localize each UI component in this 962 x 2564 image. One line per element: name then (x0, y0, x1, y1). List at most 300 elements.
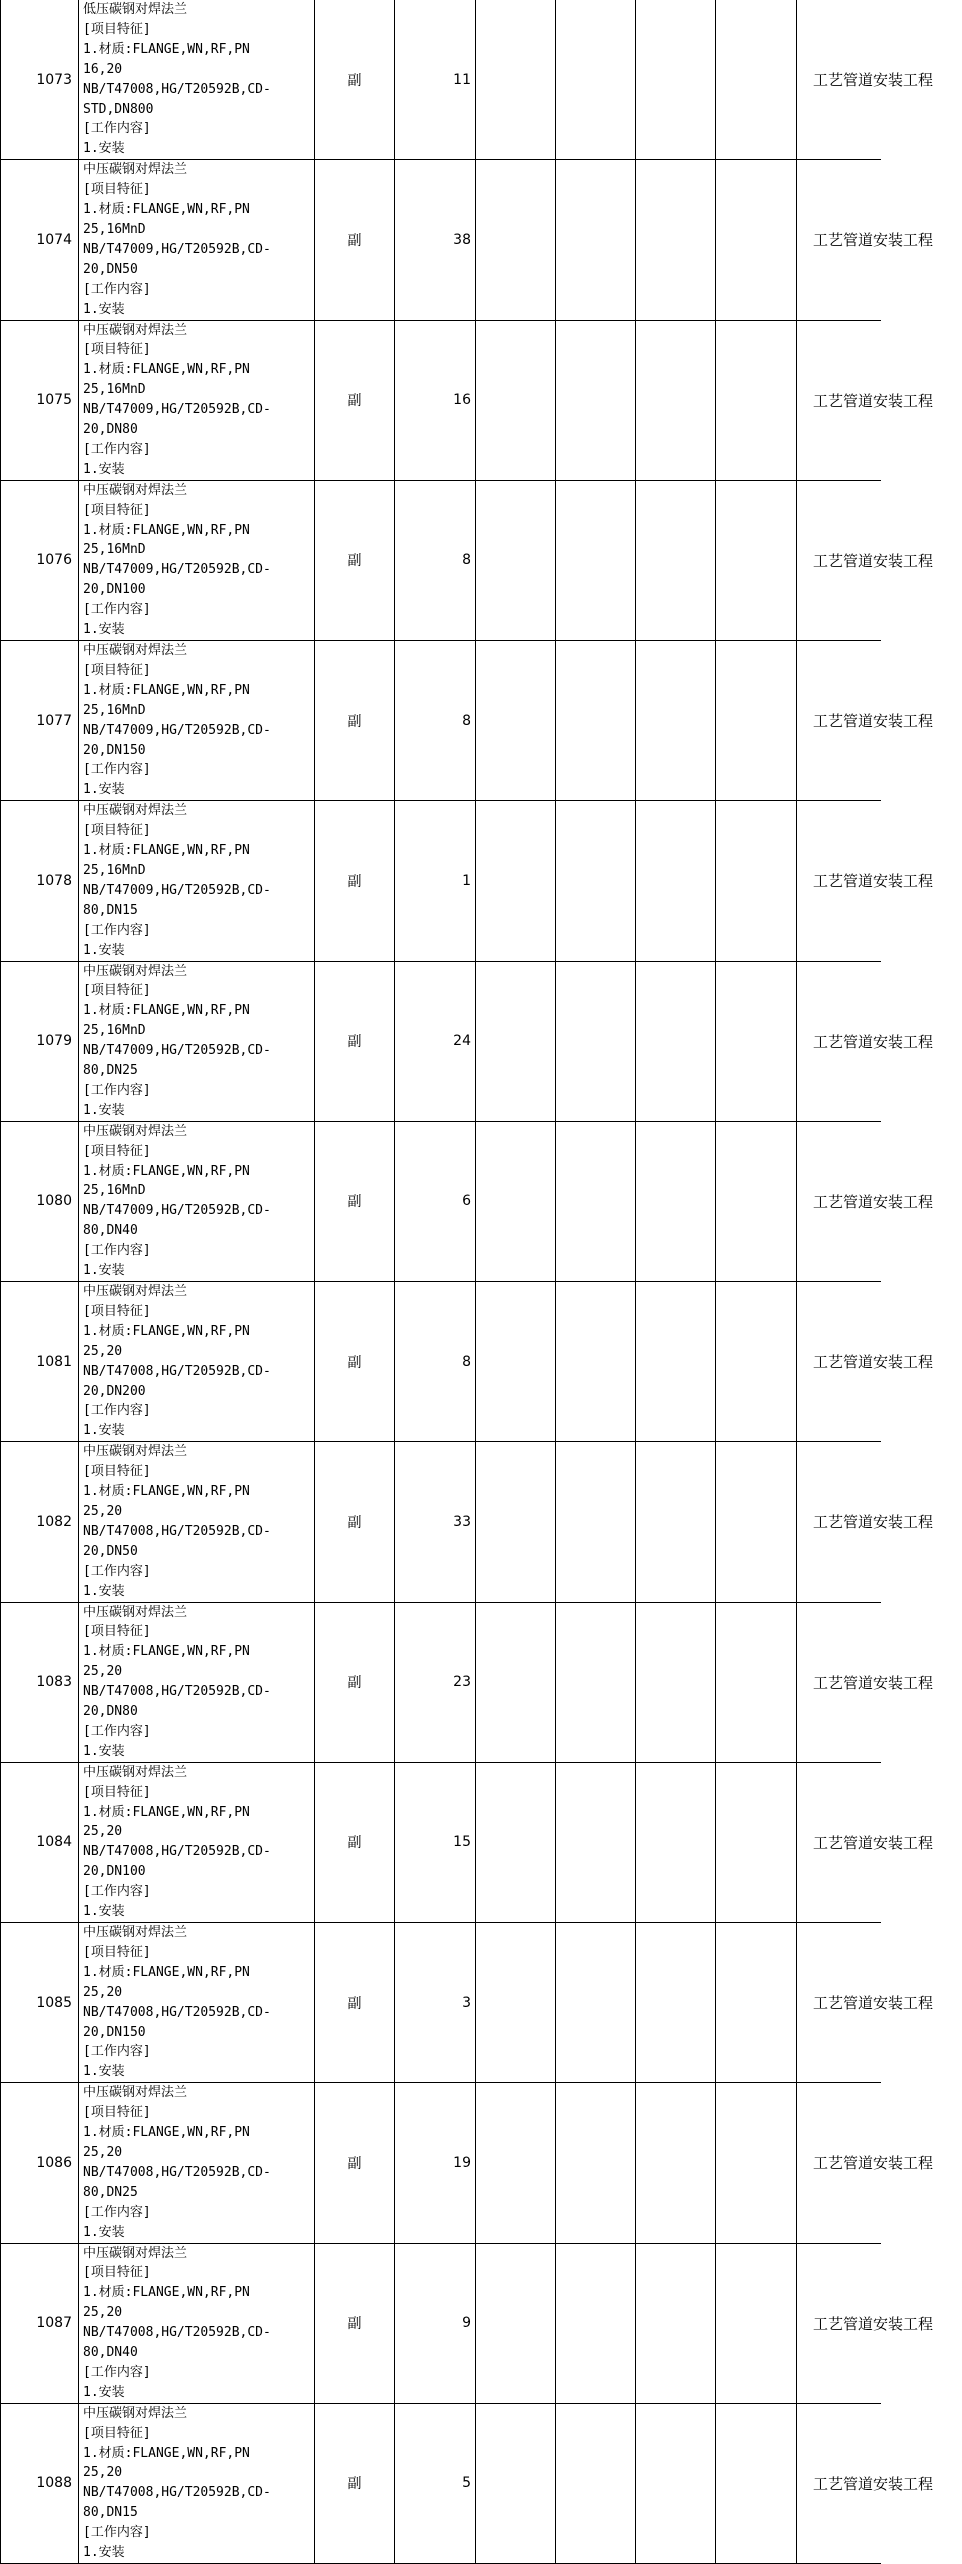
item-description-cell (79, 641, 315, 801)
empty-cell (716, 961, 797, 1121)
table-row (1, 1762, 881, 1922)
description-line: 中压碳钢对焊法兰 (83, 1284, 188, 1299)
description-line: 20,DN50 (83, 1543, 138, 1559)
table-row (1, 641, 881, 801)
description-line: [工作内容] (83, 1243, 151, 1259)
empty-cell (556, 801, 636, 961)
quantity-cell: 1 (395, 801, 476, 961)
description-line: 1.材质:FLANGE,WN,RF,PN (83, 362, 250, 378)
description-line: 25,20 (83, 2465, 123, 2481)
description-line: NB/T47008,HG/T20592B,CD- (83, 1523, 271, 1539)
item-description-cell (79, 2243, 315, 2403)
description-line: 1.安装 (83, 2545, 125, 2561)
item-description-cell (79, 2083, 315, 2243)
description-line: NB/T47009,HG/T20592B,CD- (83, 241, 271, 257)
description-line: 20,DN100 (83, 1864, 146, 1880)
description-line: 1.材质:FLANGE,WN,RF,PN (83, 2445, 250, 2461)
item-number-cell: 1080 (1, 1121, 79, 1281)
unit-cell: 副 (315, 1762, 395, 1922)
description-line: [工作内容] (83, 1563, 151, 1579)
table-row (1, 2403, 881, 2563)
empty-cell (476, 2243, 556, 2403)
description-line: 中压碳钢对焊法兰 (83, 322, 188, 338)
description-line: [工作内容] (83, 1082, 151, 1098)
description-line: 1.材质:FLANGE,WN,RF,PN (83, 1163, 250, 1179)
description-line: 80,DN40 (83, 2345, 138, 2361)
description-line: [工作内容] (83, 922, 151, 938)
description-line: STD,DN800 (83, 101, 154, 117)
empty-cell (716, 2403, 797, 2563)
empty-cell (476, 320, 556, 480)
description-line: [项目特征] (83, 1464, 151, 1480)
empty-cell (716, 1282, 797, 1442)
empty-cell (716, 2083, 797, 2243)
unit-cell: 副 (315, 2243, 395, 2403)
item-description-cell (79, 1121, 315, 1281)
description-line: 20,DN50 (83, 261, 138, 277)
description-line: NB/T47009,HG/T20592B,CD- (83, 882, 271, 898)
description-line: 1.安装 (83, 1904, 125, 1920)
empty-cell (636, 2083, 716, 2243)
table-row (1, 1121, 881, 1281)
description-line: NB/T47008,HG/T20592B,CD- (83, 1844, 271, 1860)
empty-cell (716, 801, 797, 961)
remark-cell (797, 1923, 934, 2083)
description-line: 25,16MnD (83, 382, 146, 398)
description-line: NB/T47008,HG/T20592B,CD- (83, 2485, 271, 2501)
description-line: 1.材质:FLANGE,WN,RF,PN (83, 1804, 250, 1820)
description-line: 1.材质:FLANGE,WN,RF,PN (83, 1964, 250, 1980)
empty-cell (556, 2083, 636, 2243)
description-line: [项目特征] (83, 342, 151, 358)
description-line: 1.材质:FLANGE,WN,RF,PN (83, 41, 250, 57)
description-line: 1.安装 (83, 2064, 125, 2080)
empty-cell (636, 801, 716, 961)
description-line: [工作内容] (83, 2044, 151, 2060)
description-line: 中压碳钢对焊法兰 (83, 1123, 188, 1139)
description-line: 25,20 (83, 2305, 123, 2321)
description-line: NB/T47009,HG/T20592B,CD- (83, 402, 271, 418)
unit-cell: 副 (315, 801, 395, 961)
unit-cell: 副 (315, 1602, 395, 1762)
empty-cell (716, 641, 797, 801)
description-line: 1.材质:FLANGE,WN,RF,PN (83, 2285, 250, 2301)
remark-cell (797, 2083, 934, 2243)
description-line: 1.安装 (83, 2224, 125, 2240)
empty-cell (636, 1602, 716, 1762)
description-line: 25,16MnD (83, 1183, 146, 1199)
description-line: NB/T47008,HG/T20592B,CD- (83, 2004, 271, 2020)
remark-text: 工艺管道安装工程 (813, 2314, 934, 2333)
remark-cell (797, 320, 934, 480)
remark-text: 工艺管道安装工程 (813, 2154, 934, 2173)
remark-text: 工艺管道安装工程 (813, 231, 934, 250)
description-line: [工作内容] (83, 281, 151, 297)
unit-cell: 副 (315, 961, 395, 1121)
remark-cell (797, 2243, 934, 2403)
item-description-cell (79, 961, 315, 1121)
quantity-cell: 8 (395, 641, 476, 801)
description-line: [项目特征] (83, 662, 151, 678)
description-line: [项目特征] (83, 182, 151, 198)
item-number-cell: 1085 (1, 1923, 79, 2083)
table-row (1, 961, 881, 1121)
item-number-cell: 1083 (1, 1602, 79, 1762)
description-line: 1.安装 (83, 1743, 125, 1759)
item-description-cell (79, 160, 315, 320)
item-number-cell: 1087 (1, 2243, 79, 2403)
description-line: 1.安装 (83, 1263, 125, 1279)
description-line: 1.安装 (83, 461, 125, 477)
item-number-cell: 1078 (1, 801, 79, 961)
description-line: 25,16MnD (83, 1023, 146, 1039)
description-line: 25,20 (83, 1664, 123, 1680)
unit-cell: 副 (315, 0, 395, 160)
description-line: [项目特征] (83, 2265, 151, 2281)
empty-cell (716, 160, 797, 320)
description-line: 80,DN25 (83, 1063, 138, 1079)
description-line: 25,20 (83, 2144, 123, 2160)
empty-cell (636, 1282, 716, 1442)
table-row (1, 801, 881, 961)
quantity-cell: 5 (395, 2403, 476, 2563)
description-line: [工作内容] (83, 762, 151, 778)
table-row (1, 480, 881, 640)
description-line: 25,16MnD (83, 702, 146, 718)
empty-cell (636, 1121, 716, 1281)
description-line: 中压碳钢对焊法兰 (83, 1925, 188, 1940)
quantity-cell: 8 (395, 1282, 476, 1442)
table-row (1, 1282, 881, 1442)
description-line: 25,20 (83, 1343, 123, 1359)
description-line: [项目特征] (83, 1143, 151, 1159)
table-row (1, 2083, 881, 2243)
description-line: 80,DN25 (83, 2184, 138, 2200)
description-line: 1.材质:FLANGE,WN,RF,PN (83, 1644, 250, 1660)
description-line: 1.安装 (83, 2384, 125, 2400)
item-description-cell (79, 1282, 315, 1442)
description-line: 1.材质:FLANGE,WN,RF,PN (83, 1484, 250, 1500)
empty-cell (556, 0, 636, 160)
description-line: 1.安装 (83, 301, 125, 317)
description-line: 25,16MnD (83, 542, 146, 558)
empty-cell (556, 1282, 636, 1442)
quantity-cell: 33 (395, 1442, 476, 1602)
description-line: [工作内容] (83, 1723, 151, 1739)
remark-cell (797, 1442, 934, 1602)
remark-cell (797, 1121, 934, 1281)
description-line: [工作内容] (83, 2204, 151, 2220)
empty-cell (556, 1442, 636, 1602)
remark-cell (797, 801, 934, 961)
item-number-cell: 1075 (1, 320, 79, 480)
description-line: 1.安装 (83, 782, 125, 798)
description-line: 80,DN40 (83, 1223, 138, 1239)
item-number-cell: 1073 (1, 0, 79, 160)
description-line: 1.材质:FLANGE,WN,RF,PN (83, 2125, 250, 2141)
empty-cell (476, 160, 556, 320)
remark-cell (797, 1282, 934, 1442)
quantity-cell: 19 (395, 2083, 476, 2243)
empty-cell (556, 2243, 636, 2403)
remark-cell (797, 0, 934, 160)
empty-cell (636, 1762, 716, 1922)
empty-cell (636, 2403, 716, 2563)
description-line: 25,16MnD (83, 221, 146, 237)
description-line: NB/T47008,HG/T20592B,CD- (83, 81, 271, 97)
remark-text: 工艺管道安装工程 (813, 712, 934, 731)
empty-cell (716, 1762, 797, 1922)
remark-text: 工艺管道安装工程 (813, 1192, 934, 1211)
empty-cell (476, 801, 556, 961)
description-line: 20,DN200 (83, 1383, 146, 1399)
empty-cell (476, 1602, 556, 1762)
description-line: [工作内容] (83, 441, 151, 457)
unit-cell: 副 (315, 1442, 395, 1602)
quantity-cell: 15 (395, 1762, 476, 1922)
empty-cell (556, 2403, 636, 2563)
remark-cell (797, 1602, 934, 1762)
remark-text: 工艺管道安装工程 (813, 872, 934, 891)
remark-cell (797, 961, 934, 1121)
description-line: 中压碳钢对焊法兰 (83, 643, 188, 658)
remark-text: 工艺管道安装工程 (813, 1032, 934, 1051)
table-row (1, 0, 881, 160)
empty-cell (716, 320, 797, 480)
description-line: [项目特征] (83, 502, 151, 518)
empty-cell (636, 480, 716, 640)
item-description-cell (79, 1762, 315, 1922)
item-number-cell: 1084 (1, 1762, 79, 1922)
description-line: [项目特征] (83, 1784, 151, 1800)
description-line: [项目特征] (83, 2425, 151, 2441)
description-line: 25,16MnD (83, 862, 146, 878)
description-line: NB/T47009,HG/T20592B,CD- (83, 562, 271, 578)
empty-cell (636, 2243, 716, 2403)
empty-cell (716, 0, 797, 160)
description-line: 20,DN150 (83, 742, 146, 758)
empty-cell (716, 1121, 797, 1281)
item-number-cell: 1077 (1, 641, 79, 801)
empty-cell (476, 1121, 556, 1281)
description-line: NB/T47008,HG/T20592B,CD- (83, 2164, 271, 2180)
unit-cell: 副 (315, 320, 395, 480)
unit-cell: 副 (315, 1923, 395, 2083)
item-number-cell: 1076 (1, 480, 79, 640)
description-line: NB/T47009,HG/T20592B,CD- (83, 722, 271, 738)
description-line: 1.安装 (83, 622, 125, 638)
empty-cell (476, 961, 556, 1121)
description-line: 1.安装 (83, 1583, 125, 1599)
unit-cell: 副 (315, 2083, 395, 2243)
description-line: 1.材质:FLANGE,WN,RF,PN (83, 1003, 250, 1019)
remark-text: 工艺管道安装工程 (813, 1994, 934, 2013)
item-description-cell (79, 1602, 315, 1762)
remark-text: 工艺管道安装工程 (813, 1833, 934, 1852)
description-line: NB/T47008,HG/T20592B,CD- (83, 1363, 271, 1379)
description-line: 80,DN15 (83, 2505, 138, 2521)
description-line: [项目特征] (83, 21, 151, 37)
unit-cell: 副 (315, 2403, 395, 2563)
description-line: 中压碳钢对焊法兰 (83, 1444, 188, 1460)
empty-cell (476, 1923, 556, 2083)
description-line: [项目特征] (83, 983, 151, 999)
description-line: 25,20 (83, 1984, 123, 2000)
quantity-cell: 11 (395, 0, 476, 160)
description-line: [工作内容] (83, 2525, 151, 2541)
description-line: 1.安装 (83, 141, 125, 157)
empty-cell (716, 1442, 797, 1602)
description-line: 中压碳钢对焊法兰 (83, 963, 188, 979)
table-row (1, 1442, 881, 1602)
empty-cell (476, 641, 556, 801)
empty-cell (556, 961, 636, 1121)
empty-cell (636, 1923, 716, 2083)
description-line: [项目特征] (83, 2105, 151, 2121)
description-line: 1.材质:FLANGE,WN,RF,PN (83, 202, 250, 218)
item-description-cell (79, 480, 315, 640)
empty-cell (476, 2403, 556, 2563)
description-line: 25,20 (83, 1824, 123, 1840)
remark-text: 工艺管道安装工程 (813, 1673, 934, 1692)
empty-cell (636, 320, 716, 480)
item-description-cell (79, 1442, 315, 1602)
description-line: 中压碳钢对焊法兰 (83, 482, 188, 498)
remark-text: 工艺管道安装工程 (813, 391, 934, 410)
empty-cell (556, 160, 636, 320)
empty-cell (556, 1121, 636, 1281)
description-line: 低压碳钢对焊法兰 (83, 2, 188, 17)
empty-cell (476, 1762, 556, 1922)
remark-text: 工艺管道安装工程 (813, 2474, 934, 2493)
description-line: [项目特征] (83, 823, 151, 839)
description-line: 中压碳钢对焊法兰 (83, 1764, 188, 1780)
description-line: 20,DN80 (83, 422, 138, 438)
remark-text: 工艺管道安装工程 (813, 1513, 934, 1532)
description-line: [工作内容] (83, 2364, 151, 2380)
item-number-cell: 1086 (1, 2083, 79, 2243)
empty-cell (556, 1762, 636, 1922)
description-line: NB/T47009,HG/T20592B,CD- (83, 1203, 271, 1219)
remark-text: 工艺管道安装工程 (813, 1353, 934, 1372)
description-line: 1.安装 (83, 1423, 125, 1439)
item-number-cell: 1079 (1, 961, 79, 1121)
description-line: 中压碳钢对焊法兰 (83, 2085, 188, 2101)
empty-cell (716, 480, 797, 640)
quantity-cell: 6 (395, 1121, 476, 1281)
empty-cell (556, 1923, 636, 2083)
description-line: NB/T47009,HG/T20592B,CD- (83, 1043, 271, 1059)
description-line: 20,DN80 (83, 1704, 138, 1720)
description-line: [项目特征] (83, 1624, 151, 1640)
unit-cell: 副 (315, 160, 395, 320)
description-line: [项目特征] (83, 1944, 151, 1960)
remark-cell (797, 641, 934, 801)
description-line: [工作内容] (83, 121, 151, 137)
item-number-cell: 1082 (1, 1442, 79, 1602)
remark-text: 工艺管道安装工程 (813, 71, 934, 90)
description-line: [工作内容] (83, 1403, 151, 1419)
empty-cell (636, 641, 716, 801)
table-row (1, 1923, 881, 2083)
description-line: 16,20 (83, 61, 123, 77)
empty-cell (556, 641, 636, 801)
table-row (1, 2243, 881, 2403)
empty-cell (716, 1602, 797, 1762)
description-line: [项目特征] (83, 1303, 151, 1319)
empty-cell (476, 0, 556, 160)
item-number-cell: 1081 (1, 1282, 79, 1442)
description-line: 中压碳钢对焊法兰 (83, 1604, 188, 1620)
item-number-cell: 1074 (1, 160, 79, 320)
item-number-cell: 1088 (1, 2403, 79, 2563)
description-line: NB/T47008,HG/T20592B,CD- (83, 2325, 271, 2341)
description-line: 1.材质:FLANGE,WN,RF,PN (83, 1323, 250, 1339)
item-description-cell (79, 0, 315, 160)
item-description-cell (79, 2403, 315, 2563)
item-description-cell (79, 801, 315, 961)
description-line: 1.材质:FLANGE,WN,RF,PN (83, 522, 250, 538)
quantity-cell: 38 (395, 160, 476, 320)
unit-cell: 副 (315, 641, 395, 801)
description-line: 1.材质:FLANGE,WN,RF,PN (83, 682, 250, 698)
description-line: 中压碳钢对焊法兰 (83, 2245, 188, 2261)
description-line: 1.安装 (83, 942, 125, 958)
empty-cell (476, 480, 556, 640)
description-line: 中压碳钢对焊法兰 (83, 803, 188, 819)
quantity-cell: 16 (395, 320, 476, 480)
empty-cell (556, 320, 636, 480)
remark-cell (797, 160, 934, 320)
empty-cell (476, 2083, 556, 2243)
quantity-cell: 3 (395, 1923, 476, 2083)
description-line: 中压碳钢对焊法兰 (83, 2405, 188, 2421)
remark-cell (797, 1762, 934, 1922)
unit-cell: 副 (315, 1282, 395, 1442)
empty-cell (556, 480, 636, 640)
description-line: 20,DN100 (83, 582, 146, 598)
description-line: 20,DN150 (83, 2024, 146, 2040)
empty-cell (636, 961, 716, 1121)
item-description-cell (79, 1923, 315, 2083)
table-row (1, 1602, 881, 1762)
remark-text: 工艺管道安装工程 (813, 551, 934, 570)
quantity-cell: 23 (395, 1602, 476, 1762)
item-description-cell (79, 320, 315, 480)
empty-cell (636, 0, 716, 160)
empty-cell (476, 1442, 556, 1602)
empty-cell (716, 2243, 797, 2403)
quantity-cell: 24 (395, 961, 476, 1121)
quantity-cell: 8 (395, 480, 476, 640)
table-row (1, 320, 881, 480)
table-row (1, 160, 881, 320)
unit-cell: 副 (315, 1121, 395, 1281)
remark-cell (797, 2403, 934, 2563)
description-line: [工作内容] (83, 602, 151, 618)
description-line: 1.安装 (83, 1102, 125, 1118)
description-line: 1.材质:FLANGE,WN,RF,PN (83, 843, 250, 859)
description-line: 中压碳钢对焊法兰 (83, 162, 188, 178)
empty-cell (636, 160, 716, 320)
unit-cell: 副 (315, 480, 395, 640)
description-line: [工作内容] (83, 1884, 151, 1900)
description-line: NB/T47008,HG/T20592B,CD- (83, 1684, 271, 1700)
description-line: 25,20 (83, 1503, 123, 1519)
remark-cell (797, 480, 934, 640)
table-body (1, 0, 934, 2564)
empty-cell (476, 1282, 556, 1442)
